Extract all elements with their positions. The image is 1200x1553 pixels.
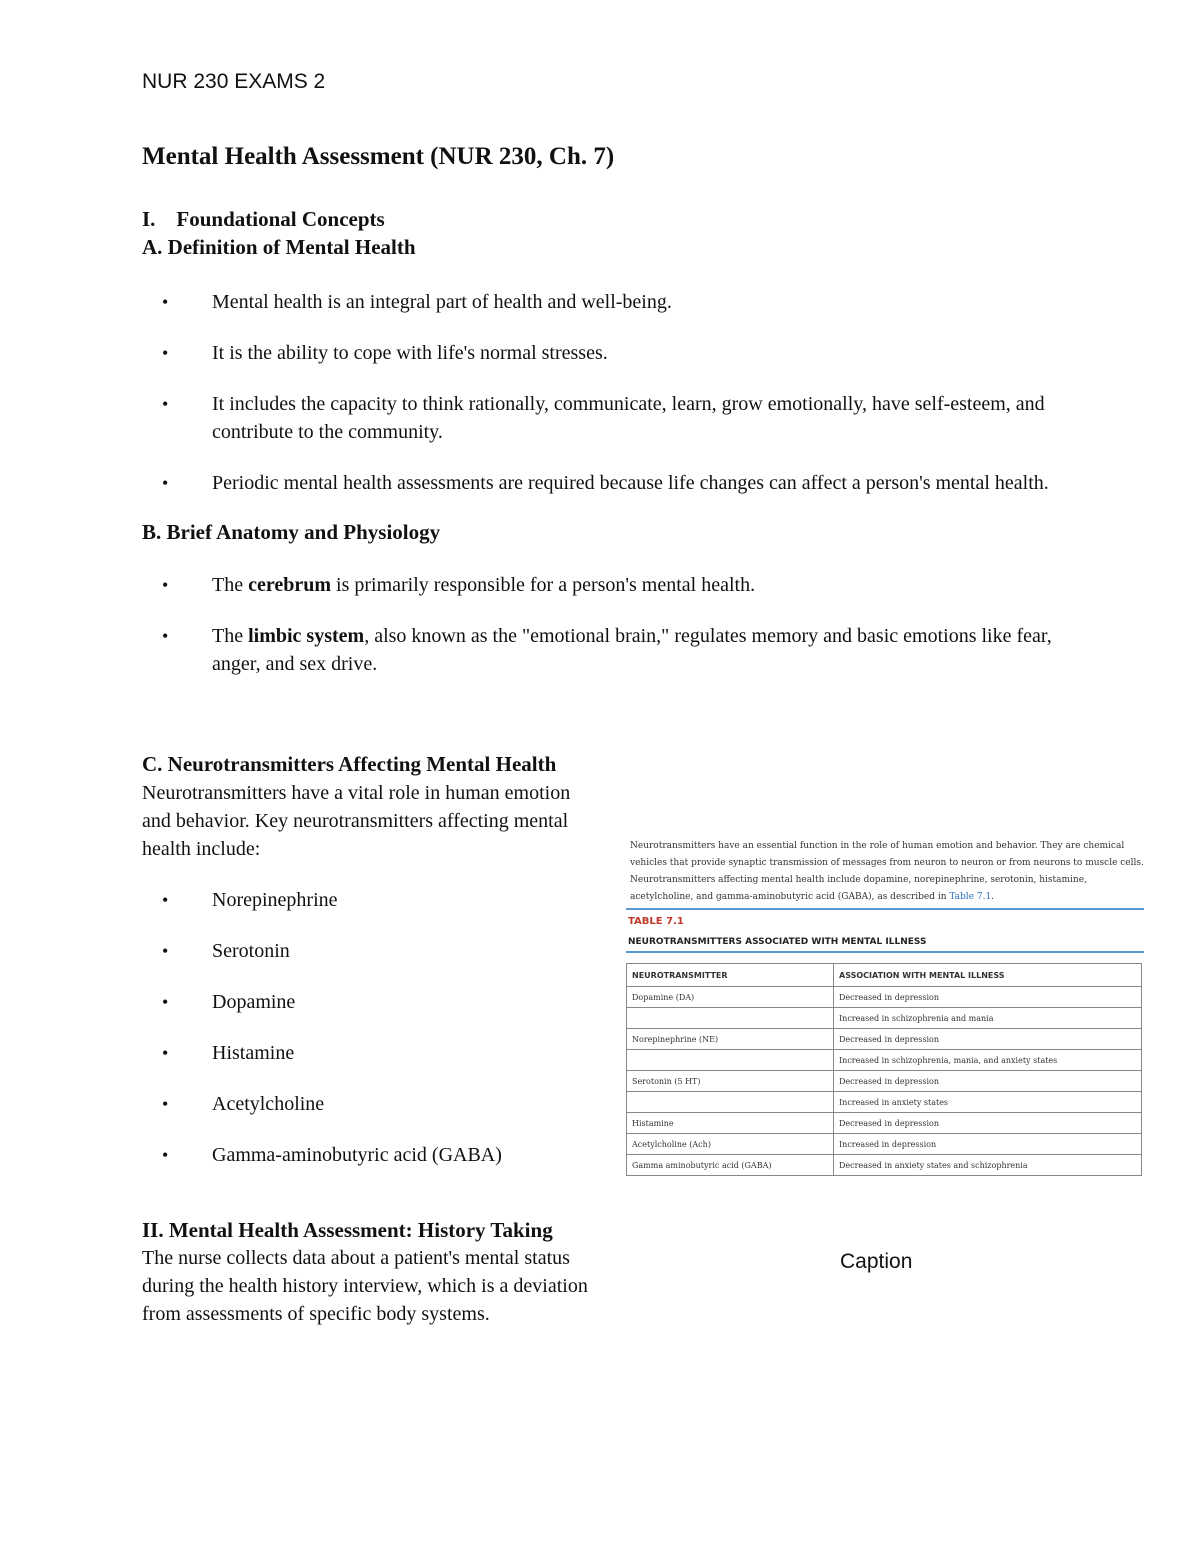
page-title: Mental Health Assessment (NUR 230, Ch. 7): [142, 143, 615, 170]
anatomy-list: [142, 571, 1082, 678]
list-item: • Gamma-aminobutyric acid (GABA): [142, 1141, 592, 1169]
figure-rule: [626, 908, 1144, 910]
table-row: Gamma aminobutyric acid (GABA) Decreased in anxiety states and schizophrenia: [627, 1155, 1142, 1176]
section-2-text: The nurse collects data about a patient's mental status during the health history interview, which is a deviation from assessments of specific body systems.: [142, 1247, 588, 1325]
list-item: • Serotonin: [142, 937, 592, 965]
term-cerebrum: cerebrum: [248, 574, 332, 596]
section-history-taking: [142, 1216, 592, 1328]
table-header-row: [627, 964, 1142, 987]
list-item: • It is the ability to cope with life's normal stresses.: [142, 339, 1082, 367]
neurotransmitter-table: [626, 963, 1142, 1176]
list-item: • Acetylcholine: [142, 1090, 592, 1118]
document-header: NUR 230 EXAMS 2: [142, 70, 326, 93]
neurotransmitter-list: [142, 886, 592, 1169]
definition-list: [142, 288, 1082, 497]
list-item: • It includes the capacity to think rationally, communicate, learn, grow emotionally, have self-esteem, and contribute to the community.: [142, 390, 1082, 446]
table-row: Increased in schizophrenia, mania, and anxiety states: [627, 1050, 1142, 1071]
section-2-heading: II. Mental Health Assessment: History Taking: [142, 1218, 553, 1242]
list-item: • Mental health is an integral part of health and well-being.: [142, 288, 1082, 316]
list-item: • The limbic system, also known as the "emotional brain," regulates memory and basic emotions like fear, anger, and sex drive.: [142, 622, 1082, 678]
table-row: Increased in schizophrenia and mania: [627, 1008, 1142, 1029]
subsection-c-heading: C. Neurotransmitters Affecting Mental Health: [142, 752, 557, 776]
column-header: NEUROTRANSMITTER: [627, 964, 834, 987]
subsection-b-heading: B. Brief Anatomy and Physiology: [142, 520, 441, 544]
table-link: Table 7.1: [949, 892, 992, 902]
table-row: Acetylcholine (Ach) Increased in depression: [627, 1134, 1142, 1155]
figure-caption: Caption: [840, 1250, 913, 1273]
figure-intro: Neurotransmitters have an essential function in the role of human emotion and behavior. They are chemical vehicles that provide synaptic transmission of messages from neuron to neuron or from neurons to muscle cells. Neurotransmitters affecting mental health include dopamine, norepinephrine, serotonin, histamine, acetylcholine, and gamma-aminobutyric acid (GABA), as described in Table 7.1.: [630, 841, 1144, 902]
table-row: Serotonin (5 HT) Decreased in depression: [627, 1071, 1142, 1092]
section-1-heading: I. Foundational Concepts: [142, 207, 385, 231]
table-row: Dopamine (DA) Decreased in depression: [627, 987, 1142, 1008]
table-row: Histamine Decreased in depression: [627, 1113, 1142, 1134]
list-item: • Histamine: [142, 1039, 592, 1067]
figure-rule: [626, 951, 1144, 953]
neurotransmitter-table-figure: [626, 838, 1144, 1176]
subsection-a-heading: A. Definition of Mental Health: [142, 235, 416, 259]
list-item: • Norepinephrine: [142, 886, 592, 914]
table-row: Increased in anxiety states: [627, 1092, 1142, 1113]
neurotransmitter-paragraph: C. Neurotransmitters Affecting Mental Health Neurotransmitters have a vital role in human emotion and behavior. Key neurotransmitters affecting mental health include:: [142, 752, 571, 860]
table-row: Norepinephrine (NE) Decreased in depression: [627, 1029, 1142, 1050]
list-item: • The cerebrum is primarily responsible for a person's mental health.: [142, 571, 1082, 599]
list-item: • Periodic mental health assessments are required because life changes can affect a person's mental health.: [142, 469, 1082, 497]
list-item: • Dopamine: [142, 988, 592, 1016]
term-limbic-system: limbic system: [248, 625, 365, 647]
section-neurotransmitters: [142, 750, 592, 1192]
table-title: NEUROTRANSMITTERS ASSOCIATED WITH MENTAL ILLNESS: [628, 937, 927, 947]
section-foundational: [142, 205, 1082, 701]
table-number: TABLE 7.1: [628, 916, 684, 927]
column-header: ASSOCIATION WITH MENTAL ILLNESS: [834, 964, 1142, 987]
